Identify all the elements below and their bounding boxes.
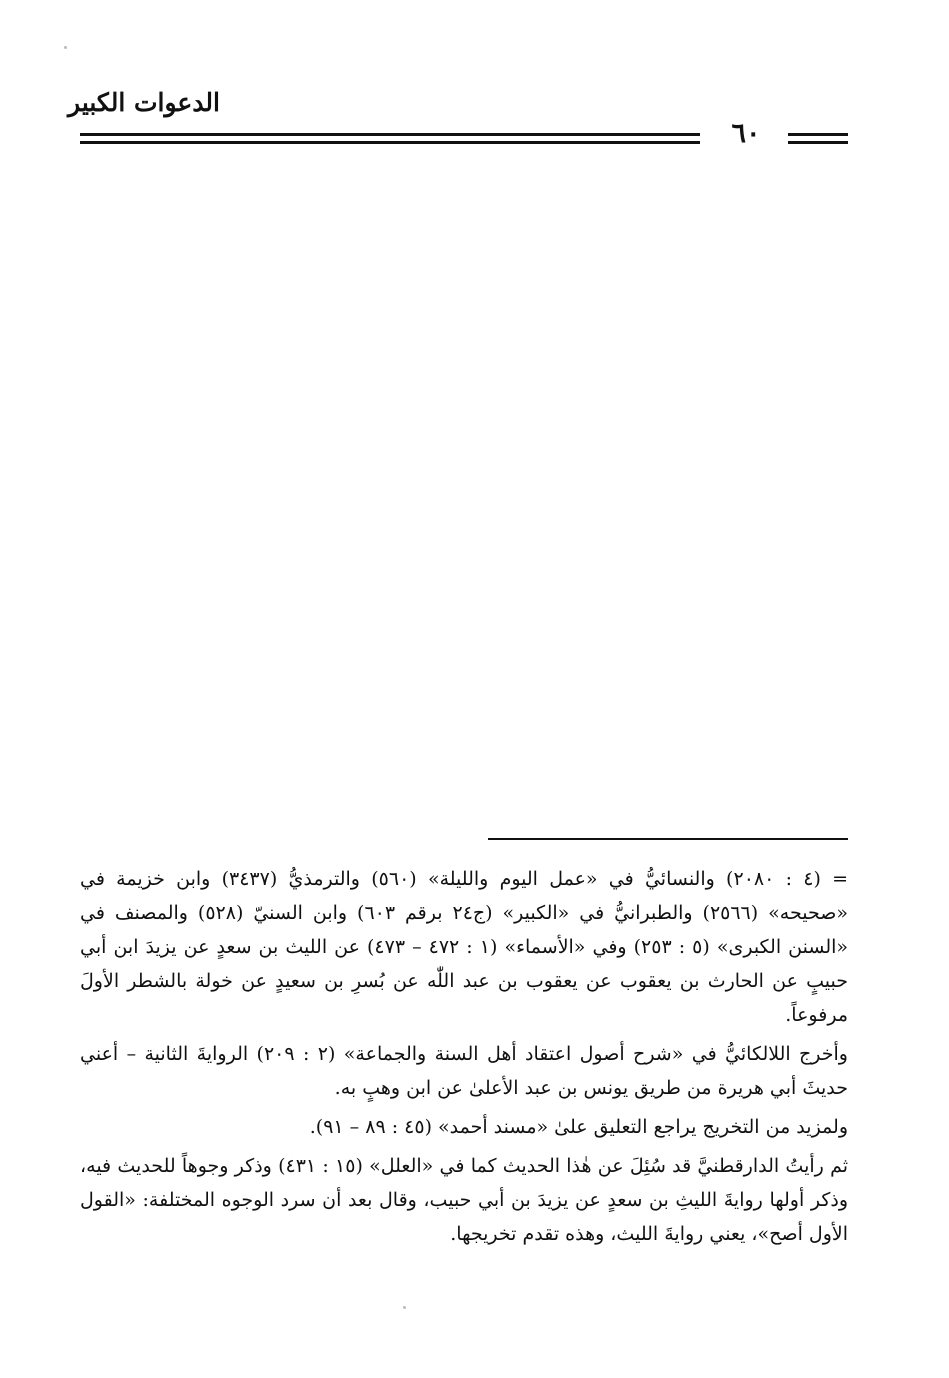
running-header-title: الدعوات الكبير [68, 88, 220, 117]
footnote-paragraph-4: ثم رأيتُ الدارقطنيَّ قد سُئِلَ عن هٰذا الحديث كما في «العلل» (١٥ : ٤٣١) وذكر وجوهاً للحديث فيه، وذكر أولها روايةَ الليثِ بن سعدٍ عن يزيدَ بن أبي حبيب، وقال بعد أن سرد الوجوه المختلفة: «القول الأول أصح»، يعني روايةَ الليث، وهذه تقدم تخريجها. [80, 1155, 848, 1245]
footnote-paragraph-2: وأخرج اللالكائيُّ في «شرح أصول اعتقاد أهل السنة والجماعة» (٢ : ٢٠٩) الروايةَ الثانية – أعني حديثَ أبي هريرة من طريق يونس بن عبد الأعلىٰ عن ابن وهبٍ به. [80, 1043, 848, 1099]
footnote-paragraph-1: = (٤ : ٢٠٨٠) والنسائيُّ في «عمل اليوم والليلة» (٥٦٠) والترمذيُّ (٣٤٣٧) وابن خزيمة في «صحيحه» (٢٥٦٦) والطبرانيُّ في «الكبير» (ج٢٤ برقم ٦٠٣) وابن السنيّ (٥٢٨) والمصنف في «السنن الكبرى» (٥ : ٢٥٣) وفي «الأسماء» (١ : ٤٧٢ – ٤٧٣) عن الليث بن سعدٍ عن يزيدَ ابن أبي حبيبٍ عن الحارث بن يعقوب عن يعقوب بن عبد اللّٰه عن بُسرِ بن سعيدٍ عن خولة بالشطر الأولَ مرفوعاً. [80, 868, 849, 1026]
scan-speck [403, 1306, 406, 1309]
header-rule-long-bottom [80, 141, 700, 144]
footnote-separator [488, 838, 848, 840]
footnote-paragraph-3: ولمزيد من التخريج يراجع التعليق علىٰ «مسند أحمد» (٤٥ : ٨٩ – ٩١). [309, 1116, 848, 1138]
header-rule-short-bottom [788, 141, 848, 144]
page-number: ٦٠ [731, 118, 761, 149]
footnotes-section [80, 862, 848, 1256]
scan-speck [64, 46, 67, 49]
header-rule-long-top [80, 133, 700, 136]
header-rule-short-top [788, 133, 848, 136]
